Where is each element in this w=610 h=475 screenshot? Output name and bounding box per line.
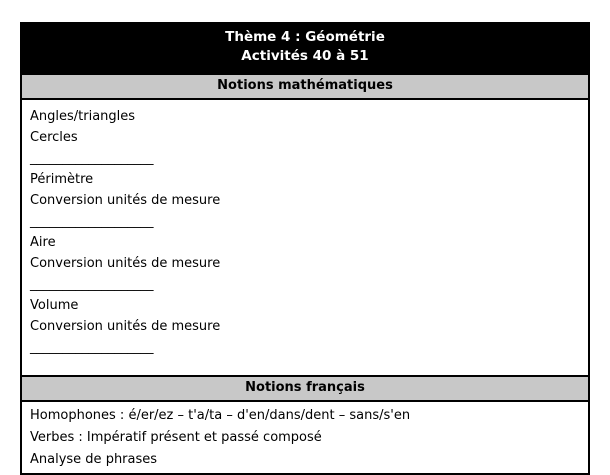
theme-activities: Activités 40 à 51 (241, 48, 369, 64)
math-divider-line: ___________________ (30, 151, 154, 166)
french-line: Homophones : é/er/ez – t'a/ta – d'en/dans/dent – sans/s'en (30, 408, 411, 423)
french-section-body (22, 402, 588, 473)
french-line: Analyse de phrases (30, 452, 158, 467)
math-line: Périmètre (30, 172, 94, 187)
math-divider-line: ___________________ (30, 214, 154, 229)
math-line: Conversion unités de mesure (30, 193, 221, 208)
french-line: Verbes : Impératif présent et passé composé (30, 430, 322, 445)
math-line: Conversion unités de mesure (30, 256, 221, 271)
math-line: Cercles (30, 130, 78, 145)
math-divider-line: ___________________ (30, 340, 154, 355)
math-section-body (22, 100, 588, 375)
math-line: Aire (30, 235, 56, 250)
math-line: Angles/triangles (30, 109, 136, 124)
theme-table (20, 22, 590, 475)
math-divider-line: ___________________ (30, 277, 154, 292)
theme-title: Thème 4 : Géométrie (225, 29, 385, 45)
math-line: Conversion unités de mesure (30, 319, 221, 334)
math-section-heading: Notions mathématiques (22, 73, 588, 100)
table-title-banner (22, 24, 588, 73)
french-section-heading: Notions français (22, 375, 588, 402)
math-line: Volume (30, 298, 79, 313)
